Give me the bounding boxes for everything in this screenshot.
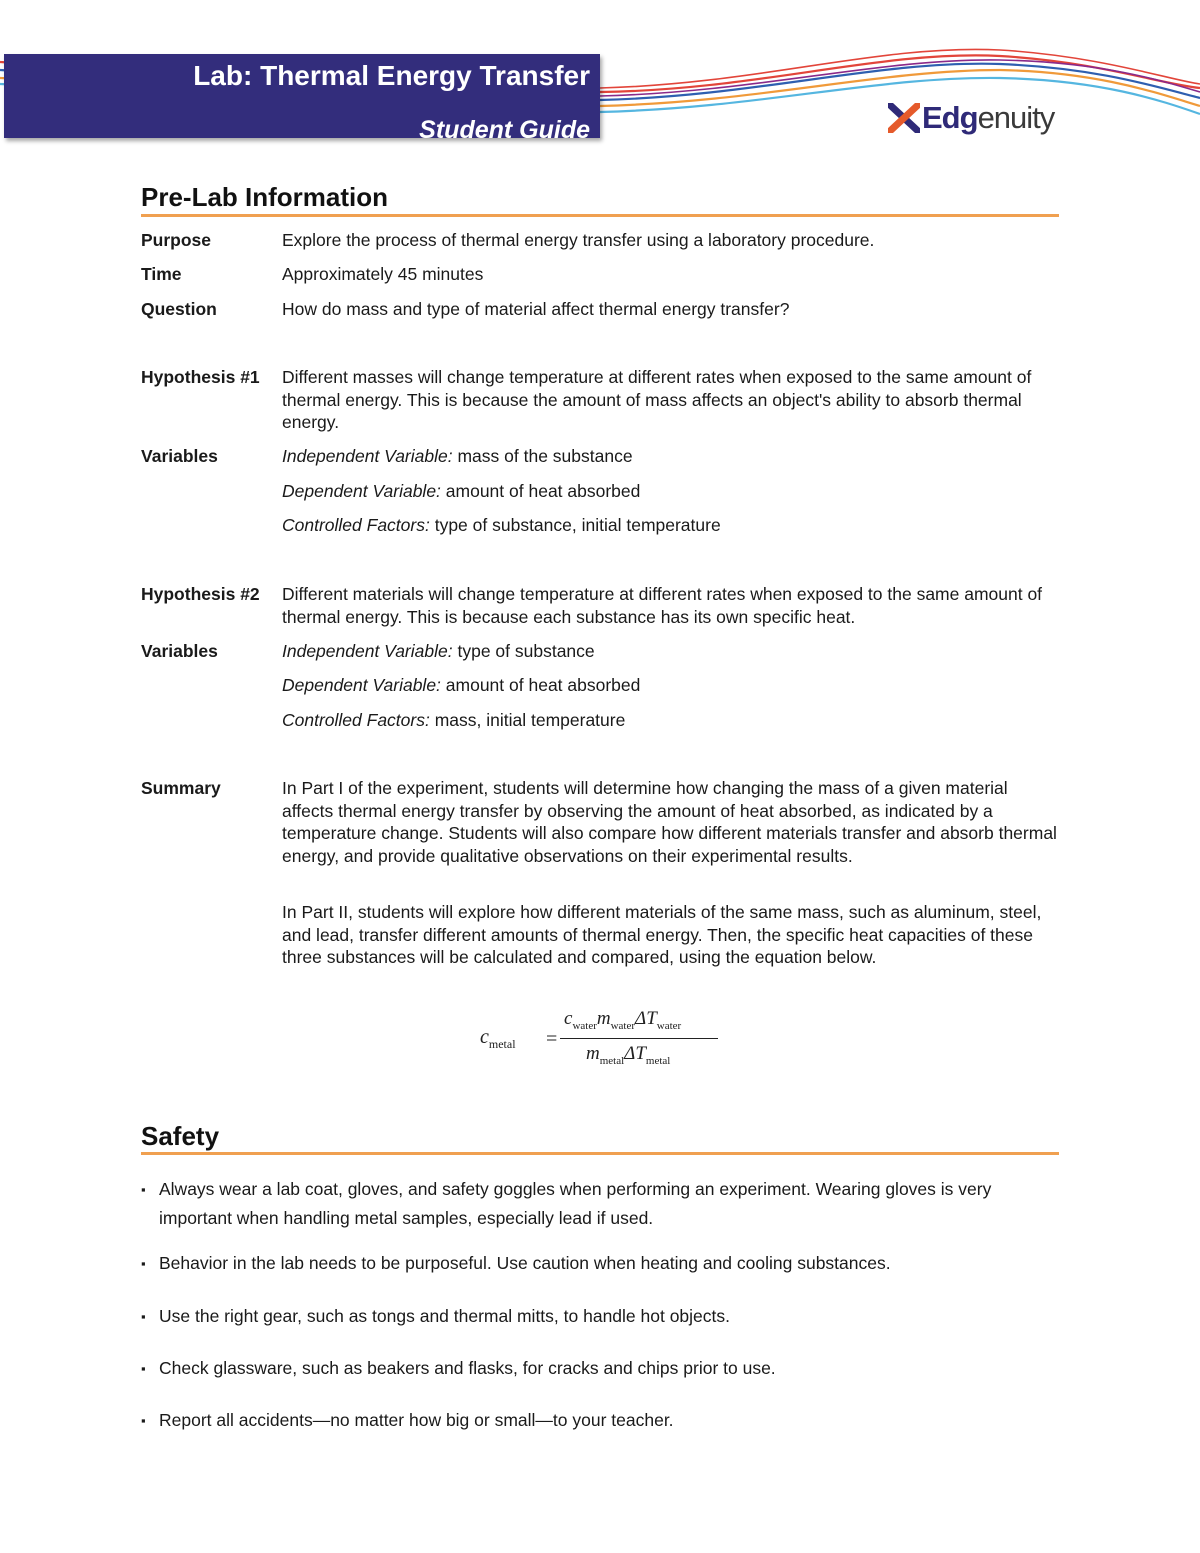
purpose-label: Purpose bbox=[141, 230, 212, 250]
formula-equals: = bbox=[546, 1028, 558, 1050]
logo-wordmark-suffix: enuity bbox=[977, 100, 1055, 135]
safety-item-text: Report all accidents—no matter how big or small—to your teacher. bbox=[159, 1410, 674, 1430]
header-banner bbox=[4, 54, 600, 144]
formula-den-dt: ΔT bbox=[624, 1043, 646, 1064]
independent-variable-label: Independent Variable: bbox=[282, 446, 453, 466]
formula-denominator bbox=[586, 1043, 670, 1067]
time-text: Approximately 45 minutes bbox=[282, 264, 484, 284]
formula-lhs bbox=[480, 1026, 516, 1052]
variables1-independent bbox=[282, 445, 1062, 468]
bullet-icon: ▪ bbox=[141, 1309, 146, 1324]
dependent-variable-value: amount of heat absorbed bbox=[440, 675, 641, 695]
question-text: How do mass and type of material affect thermal energy transfer? bbox=[282, 299, 790, 319]
independent-variable-value: mass of the substance bbox=[452, 446, 633, 466]
dependent-variable-value: amount of heat absorbed bbox=[440, 481, 641, 501]
logo-wordmark bbox=[922, 100, 1054, 136]
document-title: Lab: Thermal Energy Transfer bbox=[193, 60, 590, 91]
formula-fraction-bar bbox=[560, 1038, 718, 1039]
hypothesis1-text: Different masses will change temperature at different rates when exposed to the same amount of thermal energy. This is because the amount of mass affects an object's ability to absorb thermal energy. bbox=[282, 367, 1032, 432]
prelab-divider bbox=[141, 214, 1059, 217]
independent-variable-label: Independent Variable: bbox=[282, 641, 453, 661]
bullet-icon: ▪ bbox=[141, 1361, 146, 1376]
variables1-dependent bbox=[282, 480, 1062, 503]
variables2-label: Variables bbox=[141, 641, 218, 661]
bullet-icon: ▪ bbox=[141, 1256, 146, 1271]
summary-label: Summary bbox=[141, 778, 221, 798]
logo-wordmark-prefix: Edg bbox=[922, 100, 978, 135]
dependent-variable-label: Dependent Variable: bbox=[282, 481, 441, 501]
formula-lhs-symbol: c bbox=[480, 1026, 489, 1048]
summary-paragraph-1: In Part I of the experiment, students will determine how changing the mass of a given material affects thermal energy transfer by observing the amount of heat absorbed, as indicated by a temperature change. Students will also compare how different materials transfer and absorb thermal energy, and provide qualitative observations on their experimental results. bbox=[282, 778, 1057, 866]
variables1-label: Variables bbox=[141, 446, 218, 466]
variables1-controlled bbox=[282, 514, 1062, 537]
formula-lhs-subscript: metal bbox=[488, 1037, 516, 1051]
formula-num-dt: ΔT bbox=[635, 1008, 657, 1029]
hypothesis1-label: Hypothesis #1 bbox=[141, 367, 260, 387]
hypothesis2-text: Different materials will change temperature at different rates when exposed to the same amount of thermal energy. This is because each substance has its own specific heat. bbox=[282, 584, 1043, 627]
formula-den-m-sub: metal bbox=[599, 1054, 625, 1067]
edgenuity-x-icon bbox=[888, 103, 920, 133]
controlled-factors-label: Controlled Factors: bbox=[282, 710, 430, 730]
summary-paragraph-2: In Part II, students will explore how different materials of the same mass, such as aluminum, steel, and lead, transfer different amounts of thermal energy. Then, the specific heat capacities of these three substances will be calculated and compared, using the equation below. bbox=[282, 902, 1042, 967]
safety-heading: Safety bbox=[141, 1121, 220, 1151]
variables2-independent bbox=[282, 640, 1062, 663]
controlled-factors-label: Controlled Factors: bbox=[282, 515, 430, 535]
question-label: Question bbox=[141, 299, 217, 319]
safety-item-text: Always wear a lab coat, gloves, and safety goggles when performing an experiment. Wearing gloves is very important when handling metal samples, especially lead if used. bbox=[159, 1179, 992, 1228]
variables2-dependent bbox=[282, 674, 1062, 697]
document-subtitle: Student Guide bbox=[419, 116, 590, 144]
purpose-text: Explore the process of thermal energy transfer using a laboratory procedure. bbox=[282, 230, 875, 250]
safety-item-text: Check glassware, such as beakers and flasks, for cracks and chips prior to use. bbox=[159, 1358, 776, 1378]
bullet-icon: ▪ bbox=[141, 1182, 146, 1197]
controlled-factors-value: mass, initial temperature bbox=[429, 710, 626, 730]
dependent-variable-label: Dependent Variable: bbox=[282, 675, 441, 695]
variables2-controlled bbox=[282, 709, 1062, 732]
controlled-factors-value: type of substance, initial temperature bbox=[429, 515, 721, 535]
formula-den-m: m bbox=[586, 1043, 600, 1064]
prelab-heading: Pre-Lab Information bbox=[141, 182, 389, 212]
formula-num-c: c bbox=[564, 1008, 573, 1029]
specific-heat-equation bbox=[480, 1008, 740, 1078]
independent-variable-value: type of substance bbox=[452, 641, 595, 661]
formula-num-c-sub: water bbox=[572, 1019, 597, 1032]
edgenuity-logo bbox=[888, 100, 1054, 136]
hypothesis2-label: Hypothesis #2 bbox=[141, 584, 260, 604]
formula-num-m: m bbox=[596, 1008, 611, 1029]
formula-numerator bbox=[564, 1008, 681, 1032]
formula-num-m-sub: water bbox=[610, 1019, 636, 1032]
safety-item-text: Behavior in the lab needs to be purposeful. Use caution when heating and cooling substances. bbox=[159, 1253, 891, 1273]
formula-num-dt-sub: water bbox=[656, 1019, 682, 1032]
safety-item-text: Use the right gear, such as tongs and thermal mitts, to handle hot objects. bbox=[159, 1306, 731, 1326]
safety-divider bbox=[141, 1152, 1059, 1155]
formula-den-dt-sub: metal bbox=[645, 1054, 671, 1067]
time-label: Time bbox=[141, 264, 182, 284]
bullet-icon: ▪ bbox=[141, 1413, 146, 1428]
